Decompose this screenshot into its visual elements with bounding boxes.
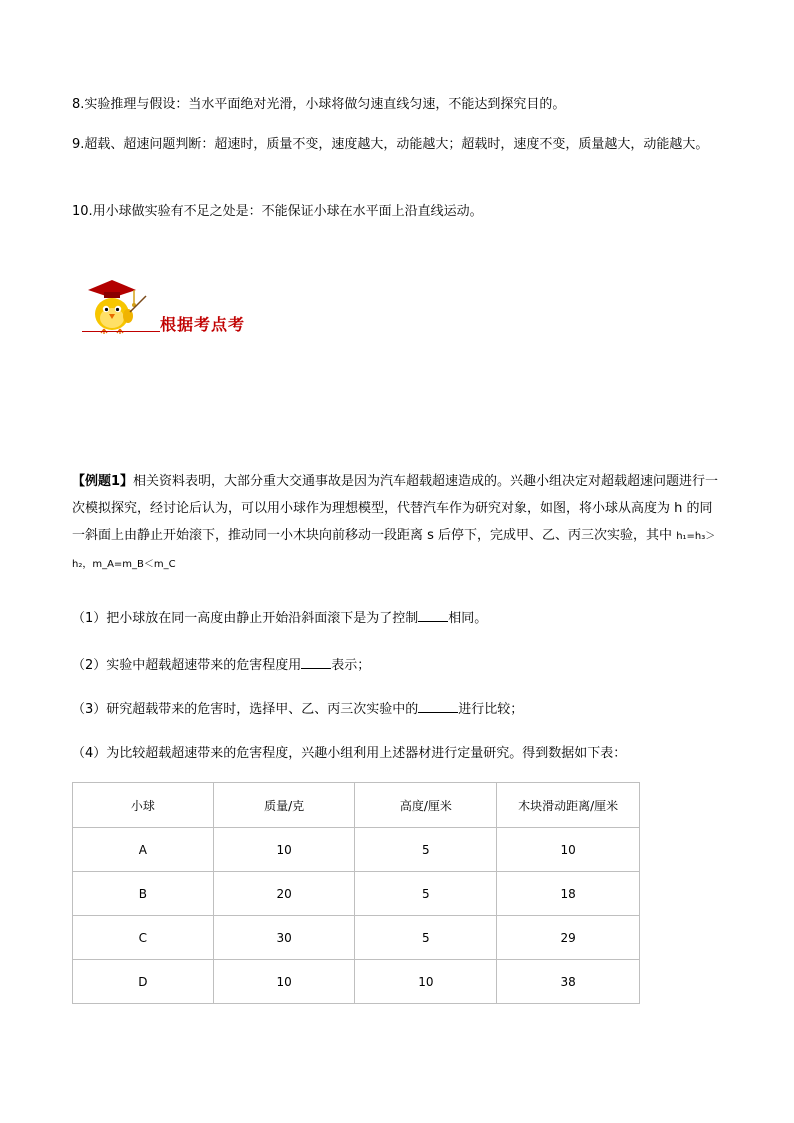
table-row (73, 828, 640, 872)
table-row (73, 872, 640, 916)
column-header: 小球 (73, 783, 214, 828)
example-tag: 【例题1】 (72, 474, 134, 489)
question-1 (72, 607, 724, 631)
example-text: 相关资料表明，大部分重大交通事故是因为汽车超载超速造成的。兴趣小组决定对超载超速问题进行一次模拟探究，经讨论后认为，可以用小球作为理想模型，代替汽车作为研究对象，如图，将小球从高度为 h 的同一斜面上由静止开始滚下，推动同一小木块向前移动一段距离 s 后停下，完成甲、乙、丙三次实验，其中 (72, 474, 719, 543)
table-cell: 10 (213, 960, 355, 1004)
table-cell: A (73, 828, 214, 872)
question-3-tail: 进行比较； (458, 702, 524, 717)
answer-blank-2[interactable] (301, 654, 331, 669)
table-cell: 30 (213, 916, 355, 960)
example-problem (72, 468, 724, 578)
table-cell: B (73, 872, 214, 916)
column-header: 质量/克 (213, 783, 355, 828)
question-4: （4）为比较超载超速带来的危害程度，兴趣小组利用上述器材进行定量研究。得到数据如下表： (72, 746, 627, 761)
question-2 (72, 654, 724, 678)
table-cell: C (73, 916, 214, 960)
example-condition: h₁=h₃＞h₂，m_A=m_B＜m_C (72, 531, 716, 570)
section-header (82, 276, 282, 336)
data-table (72, 782, 640, 1004)
graduate-chick-icon (82, 276, 152, 336)
answer-blank-3[interactable] (418, 698, 458, 713)
question-1-text: （1）把小球放在同一高度由静止开始沿斜面滚下是为了控制 (72, 611, 419, 626)
question-3 (72, 698, 724, 722)
column-header: 高度/厘米 (355, 783, 497, 828)
table-header-row (73, 783, 640, 828)
table-cell: D (73, 960, 214, 1004)
paragraph-10: 10.用小球做实验有不足之处是：不能保证小球在水平面上沿直线运动。 (72, 204, 483, 219)
table-cell: 10 (213, 828, 355, 872)
question-1-tail: 相同。 (448, 611, 488, 626)
section-underline (82, 331, 160, 332)
table-cell: 5 (355, 828, 497, 872)
answer-blank-1[interactable] (418, 607, 448, 622)
section-title: 根据考点考 (160, 315, 246, 334)
question-2-text: （2）实验中超载超速带来的危害程度用 (72, 658, 302, 673)
table-cell: 20 (213, 872, 355, 916)
table-cell: 10 (355, 960, 497, 1004)
question-2-tail: 表示； (331, 658, 371, 673)
paragraph-8: 8.实验推理与假设：当水平面绝对光滑，小球将做匀速直线匀速，不能达到探究目的。 (72, 97, 566, 112)
column-header: 木块滑动距离/厘米 (497, 783, 640, 828)
paragraph-9: 9.超载、超速问题判断：超速时，质量不变，速度越大，动能越大；超载时，速度不变，质量越大，动能越大。 (72, 137, 709, 152)
question-3-text: （3）研究超载带来的危害时，选择甲、乙、丙三次实验中的 (72, 702, 419, 717)
table-cell: 5 (355, 916, 497, 960)
table-cell: 5 (355, 872, 497, 916)
table-row (73, 960, 640, 1004)
table-row (73, 916, 640, 960)
table-cell: 10 (497, 828, 640, 872)
table-cell: 29 (497, 916, 640, 960)
table-cell: 38 (497, 960, 640, 1004)
table-cell: 18 (497, 872, 640, 916)
